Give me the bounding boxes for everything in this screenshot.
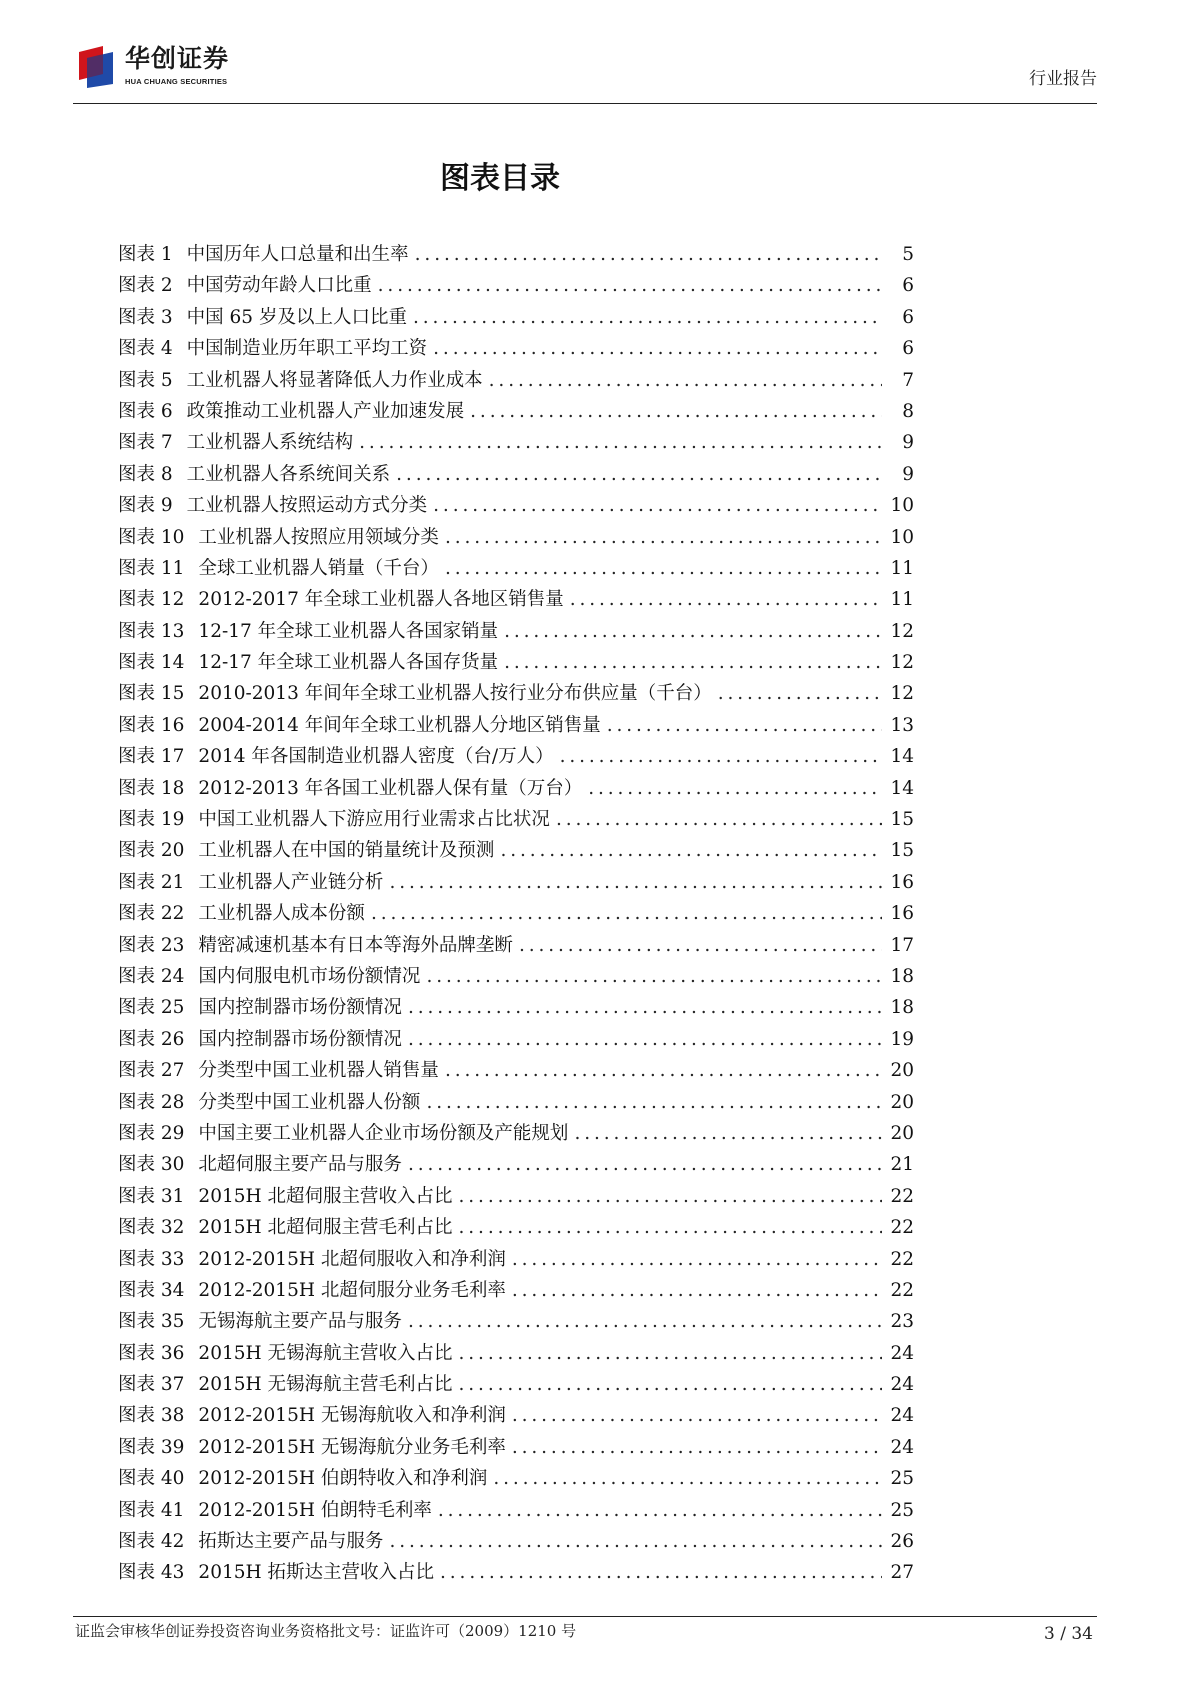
toc-entry-label: 图表 38 [118, 1405, 185, 1427]
toc-entry-title: 2004-2014 年间年全球工业机器人分地区销售量 [198, 714, 601, 736]
toc-entry-page: 14 [890, 777, 914, 799]
toc-entry-page: 22 [890, 1185, 914, 1207]
toc-entry-label: 图表 35 [118, 1311, 185, 1333]
toc-entry-title: 2012-2015H 无锡海航收入和净利润 [198, 1405, 506, 1427]
toc-entry-title: 精密减速机基本有日本等海外品牌垄断 [198, 934, 513, 956]
toc-entry-page: 8 [902, 400, 914, 422]
toc-dot-leader [588, 778, 882, 799]
toc-entry-title: 2015H 无锡海航主营收入占比 [198, 1342, 453, 1364]
toc-entry-page: 23 [890, 1311, 914, 1333]
toc-entry-title: 全球工业机器人销量（千台） [198, 557, 439, 579]
toc-entry-title: 国内伺服电机市场份额情况 [198, 965, 421, 987]
toc-entry[interactable] [118, 303, 914, 334]
toc-entry[interactable] [118, 585, 914, 616]
toc-entry[interactable] [118, 1088, 914, 1119]
toc-dot-leader [408, 1311, 882, 1332]
toc-entry[interactable] [118, 1496, 914, 1527]
logo-subtext: HUA CHUANG SECURITIES [125, 77, 228, 86]
toc-dot-leader [493, 1468, 882, 1489]
page-number: 3 / 34 [1044, 1624, 1093, 1644]
toc-entry-label: 图表 36 [118, 1342, 185, 1364]
toc-entry[interactable] [118, 491, 914, 522]
toc-entry[interactable] [118, 648, 914, 679]
toc-entry[interactable] [118, 460, 914, 491]
footer-divider [73, 1616, 1097, 1617]
toc-entry-label: 图表 34 [118, 1279, 185, 1301]
toc-entry-title: 国内控制器市场份额情况 [198, 1028, 402, 1050]
toc-dot-leader [408, 1029, 882, 1050]
toc-entry-page: 7 [902, 369, 914, 391]
toc-entry-label: 图表 27 [118, 1060, 185, 1082]
toc-dot-leader [415, 244, 882, 265]
toc-dot-leader [433, 495, 882, 516]
toc-entry-title: 中国工业机器人下游应用行业需求占比状况 [198, 809, 550, 831]
toc-dot-leader [378, 275, 882, 296]
toc-dot-leader [574, 1123, 882, 1144]
toc-dot-leader [459, 1343, 882, 1364]
toc-entry-title: 无锡海航主要产品与服务 [198, 1311, 402, 1333]
toc-entry-label: 图表 7 [118, 432, 173, 454]
toc-entry-page: 18 [890, 965, 914, 987]
toc-entry[interactable] [118, 1339, 914, 1370]
toc-dot-leader [433, 338, 882, 359]
toc-entry-label: 图表 6 [118, 400, 173, 422]
toc-entry-page: 12 [890, 683, 914, 705]
toc-entry-label: 图表 4 [118, 338, 173, 360]
toc-entry-label: 图表 18 [118, 777, 185, 799]
toc-entry-page: 10 [890, 526, 914, 548]
toc-dot-leader [389, 1531, 882, 1552]
toc-entry-title: 中国主要工业机器人企业市场份额及产能规划 [198, 1122, 569, 1144]
toc-dot-leader [459, 1374, 882, 1395]
toc-entry-title: 工业机器人各系统间关系 [186, 463, 391, 485]
toc-entry-page: 24 [890, 1342, 914, 1364]
toc-entry-page: 15 [890, 809, 914, 831]
toc-entry-title: 2012-2017 年全球工业机器人各地区销售量 [198, 589, 564, 611]
toc-entry[interactable] [118, 1276, 914, 1307]
toc-dot-leader [408, 1154, 882, 1175]
toc-dot-leader [470, 401, 882, 422]
toc-dot-leader [359, 432, 882, 453]
toc-entry-label: 图表 32 [118, 1217, 185, 1239]
toc-entry-page: 15 [890, 840, 914, 862]
toc-entry-page: 20 [890, 1122, 914, 1144]
toc-entry[interactable] [118, 774, 914, 805]
toc-entry-title: 2012-2013 年各国工业机器人保有量（万台） [198, 777, 583, 799]
toc-entry-title: 拓斯达主要产品与服务 [198, 1531, 384, 1553]
toc-entry-title: 2012-2015H 伯朗特收入和净利润 [198, 1468, 488, 1490]
page-title: 图表目录 [440, 161, 560, 196]
toc-entry-label: 图表 26 [118, 1028, 185, 1050]
toc-dot-leader [389, 872, 882, 893]
toc-entry[interactable] [118, 931, 914, 962]
toc-entry-label: 图表 39 [118, 1436, 185, 1458]
logo-text: 华创证券 [125, 44, 230, 73]
toc-entry[interactable] [118, 366, 914, 397]
toc-entry[interactable] [118, 1370, 914, 1401]
toc-entry-label: 图表 24 [118, 965, 185, 987]
toc-entry-page: 24 [890, 1436, 914, 1458]
toc-entry-title: 2012-2015H 无锡海航分业务毛利率 [198, 1436, 506, 1458]
toc-entry[interactable] [118, 1401, 914, 1432]
toc-entry[interactable] [118, 962, 914, 993]
toc-entry-label: 图表 9 [118, 495, 173, 517]
toc-entry-title: 2014 年各国制造业机器人密度（台/万人） [198, 746, 554, 768]
toc-dot-leader [512, 1280, 882, 1301]
toc-entry[interactable] [118, 805, 914, 836]
toc-entry-label: 图表 3 [118, 306, 173, 328]
toc-dot-leader [512, 1437, 882, 1458]
toc-entry-title: 工业机器人按照运动方式分类 [186, 495, 428, 517]
toc-entry-label: 图表 5 [118, 369, 173, 391]
toc-entry-label: 图表 42 [118, 1531, 185, 1553]
toc-entry[interactable] [118, 1307, 914, 1338]
footer-license: 证监会审核华创证券投资咨询业务资格批文号：证监许可（2009）1210 号 [75, 1622, 577, 1640]
toc-entry-title: 2012-2015H 北超伺服收入和净利润 [198, 1248, 506, 1270]
toc-entry-title: 工业机器人按照应用领域分类 [198, 526, 439, 548]
toc-entry-page: 12 [890, 652, 914, 674]
toc-dot-leader [445, 558, 882, 579]
toc-entry-label: 图表 31 [118, 1185, 185, 1207]
logo-icon [73, 44, 121, 88]
toc-entry-title: 12-17 年全球工业机器人各国家销量 [198, 620, 499, 642]
toc-entry[interactable] [118, 554, 914, 585]
toc-entry-title: 12-17 年全球工业机器人各国存货量 [198, 652, 499, 674]
page-header [73, 44, 1097, 104]
toc-entry-page: 20 [890, 1091, 914, 1113]
toc-entry-title: 工业机器人将显著降低人力作业成本 [186, 369, 483, 391]
toc-entry-label: 图表 2 [118, 275, 173, 297]
toc-entry-label: 图表 1 [118, 244, 173, 265]
toc-entry-page: 21 [890, 1154, 914, 1176]
toc-entry-page: 10 [890, 495, 914, 517]
toc-entry[interactable] [118, 679, 914, 710]
toc-entry[interactable] [118, 742, 914, 773]
toc-entry-page: 5 [902, 244, 914, 265]
toc-entry-title: 工业机器人成本份额 [198, 903, 365, 925]
toc-entry-label: 图表 40 [118, 1468, 185, 1490]
toc-entry-title: 工业机器人产业链分析 [198, 871, 384, 893]
toc-entry[interactable] [118, 334, 914, 365]
toc-entry-label: 图表 25 [118, 997, 185, 1019]
toc-entry-page: 25 [890, 1468, 914, 1490]
header-divider [73, 103, 1097, 104]
toc-entry-label: 图表 37 [118, 1374, 185, 1396]
toc-entry-page: 13 [890, 714, 914, 736]
toc-entry-label: 图表 20 [118, 840, 185, 862]
toc-entry-label: 图表 17 [118, 746, 185, 768]
toc-dot-leader [570, 589, 882, 610]
toc-entry[interactable] [118, 1182, 914, 1213]
toc-entry-page: 11 [890, 557, 914, 579]
toc-dot-leader [556, 809, 882, 830]
toc-entry-label: 图表 12 [118, 589, 185, 611]
toc-entry[interactable] [118, 1464, 914, 1495]
toc-entry-label: 图表 19 [118, 809, 185, 831]
toc-entry-page: 11 [890, 589, 914, 611]
toc-entry-page: 22 [890, 1248, 914, 1270]
toc-entry-title: 2015H 北超伺服主营收入占比 [198, 1185, 453, 1207]
toc-dot-leader [438, 1500, 882, 1521]
toc-entry-title: 2012-2015H 伯朗特毛利率 [198, 1499, 432, 1521]
toc-dot-leader [512, 1405, 882, 1426]
toc-entry-page: 22 [890, 1217, 914, 1239]
toc-dot-leader [459, 1217, 882, 1238]
toc-entry-page: 9 [902, 463, 914, 485]
toc-entry-page: 17 [890, 934, 914, 956]
toc-entry-page: 20 [890, 1060, 914, 1082]
toc-entry-label: 图表 41 [118, 1499, 185, 1521]
toc-entry-page: 9 [902, 432, 914, 454]
toc-dot-leader [519, 935, 882, 956]
toc-entry[interactable] [118, 1433, 914, 1464]
toc-dot-leader [504, 621, 882, 642]
toc-entry[interactable] [118, 428, 914, 459]
toc-entry[interactable] [118, 1213, 914, 1244]
toc-entry[interactable] [118, 1119, 914, 1150]
toc-entry[interactable] [118, 397, 914, 428]
toc-entry-label: 图表 28 [118, 1091, 185, 1113]
toc-entry-page: 14 [890, 746, 914, 768]
toc-entry-title: 分类型中国工业机器人份额 [198, 1091, 421, 1113]
toc-dot-leader [459, 1186, 882, 1207]
toc-dot-leader [500, 840, 882, 861]
toc-entry[interactable] [118, 1150, 914, 1181]
toc-dot-leader [504, 652, 882, 673]
toc-entry-label: 图表 21 [118, 871, 185, 893]
toc-entry[interactable] [118, 899, 914, 930]
toc-entry[interactable] [118, 868, 914, 899]
toc-dot-leader [445, 1060, 882, 1081]
toc-dot-leader [408, 997, 882, 1018]
toc-entry-title: 2015H 拓斯达主营收入占比 [198, 1562, 435, 1584]
toc-dot-leader [607, 715, 882, 736]
toc-entry-label: 图表 11 [118, 557, 185, 579]
toc-entry[interactable] [118, 617, 914, 648]
toc-dot-leader [512, 1249, 882, 1270]
toc-entry-title: 北超伺服主要产品与服务 [198, 1154, 402, 1176]
toc-entry[interactable] [118, 836, 914, 867]
toc-dot-leader [371, 903, 882, 924]
toc-entry-label: 图表 33 [118, 1248, 185, 1270]
toc-entry-title: 国内控制器市场份额情况 [198, 997, 402, 1019]
toc-entry-label: 图表 30 [118, 1154, 185, 1176]
toc-entry-title: 分类型中国工业机器人销售量 [198, 1060, 439, 1082]
report-type: 行业报告 [1029, 69, 1097, 89]
toc-dot-leader [718, 683, 882, 704]
toc-entry-page: 6 [902, 275, 914, 297]
toc-entry-title: 工业机器人在中国的销量统计及预测 [198, 840, 495, 862]
toc-entry[interactable] [118, 240, 914, 271]
toc-entry-title: 2015H 无锡海航主营毛利占比 [198, 1374, 453, 1396]
toc-entry-label: 图表 16 [118, 714, 185, 736]
toc-entry-label: 图表 10 [118, 526, 185, 548]
toc-entry-title: 中国历年人口总量和出生率 [186, 244, 409, 265]
toc-entry-label: 图表 22 [118, 903, 185, 925]
toc-entry-page: 25 [890, 1499, 914, 1521]
toc-entry-title: 政策推动工业机器人产业加速发展 [186, 400, 465, 422]
toc-entry-title: 2012-2015H 北超伺服分业务毛利率 [198, 1279, 506, 1301]
toc-dot-leader [413, 307, 882, 328]
toc-entry-page: 24 [890, 1405, 914, 1427]
toc-entry-title: 工业机器人系统结构 [186, 432, 354, 454]
toc-entry[interactable] [118, 993, 914, 1024]
toc-entry-page: 19 [890, 1028, 914, 1050]
toc-entry[interactable] [118, 1025, 914, 1056]
toc-dot-leader [426, 1092, 882, 1113]
toc-entry-page: 16 [890, 871, 914, 893]
toc-dot-leader [560, 746, 882, 767]
toc-entry-page: 27 [890, 1562, 914, 1584]
toc-entry[interactable] [118, 1056, 914, 1087]
toc-dot-leader [445, 527, 882, 548]
toc-entry[interactable] [118, 711, 914, 742]
toc-entry-title: 2010-2013 年间年全球工业机器人按行业分布供应量（千台） [198, 683, 712, 705]
toc-entry[interactable] [118, 1245, 914, 1276]
toc-dot-leader [396, 464, 882, 485]
toc-entry[interactable] [118, 1558, 914, 1589]
toc-entry-label: 图表 15 [118, 683, 185, 705]
table-of-figures [118, 240, 914, 1590]
toc-dot-leader [489, 370, 882, 391]
toc-entry-page: 12 [890, 620, 914, 642]
toc-dot-leader [440, 1562, 882, 1583]
toc-entry-page: 16 [890, 903, 914, 925]
toc-entry-label: 图表 29 [118, 1122, 185, 1144]
toc-entry-title: 中国 65 岁及以上人口比重 [186, 306, 407, 328]
toc-entry-page: 6 [902, 338, 914, 360]
toc-entry-label: 图表 8 [118, 463, 173, 485]
toc-entry-title: 2015H 北超伺服主营毛利占比 [198, 1217, 453, 1239]
toc-entry-page: 26 [890, 1531, 914, 1553]
toc-entry-page: 24 [890, 1374, 914, 1396]
toc-entry-label: 图表 14 [118, 652, 185, 674]
toc-entry-label: 图表 43 [118, 1562, 185, 1584]
toc-entry[interactable] [118, 271, 914, 302]
toc-entry-page: 22 [890, 1279, 914, 1301]
toc-entry[interactable] [118, 523, 914, 554]
toc-entry-page: 18 [890, 997, 914, 1019]
toc-entry-title: 中国制造业历年职工平均工资 [186, 338, 428, 360]
toc-dot-leader [426, 966, 882, 987]
toc-entry-page: 6 [902, 306, 914, 328]
toc-entry-label: 图表 13 [118, 620, 185, 642]
toc-entry[interactable] [118, 1527, 914, 1558]
toc-entry-label: 图表 23 [118, 934, 185, 956]
toc-entry-title: 中国劳动年龄人口比重 [186, 275, 372, 297]
